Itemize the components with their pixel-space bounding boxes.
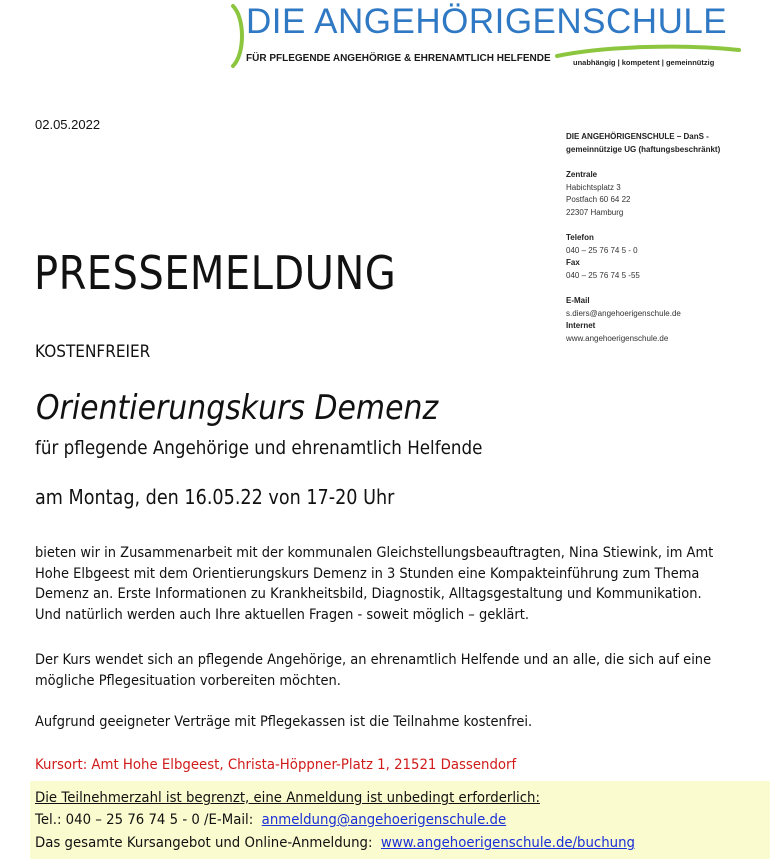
internet-label: Internet (566, 321, 596, 330)
course-subtitle: für pflegende Angehörige und ehrenamtlich Helfende (35, 437, 483, 459)
course-title: Orientierungskurs Demenz (36, 388, 439, 428)
paragraph-line: Der Kurs wendet sich an pflegende Angehörige, an ehrenamtlich Helfende und an alle, die sich auf eine (35, 652, 712, 668)
paragraph-line: Demenz an. Erste Informationen zu Krankheitsbild, Diagnostik, Alltagsgestaltung und Kommunikation. (35, 586, 702, 602)
registration-contact-line (35, 812, 506, 828)
body-paragraph-3 (35, 712, 775, 733)
body-paragraph-1 (35, 543, 775, 625)
address-line: 22307 Hamburg (566, 207, 624, 217)
email-value: s.diers@angehoerigenschule.de (566, 308, 681, 318)
fax-label: Fax (566, 258, 580, 267)
press-date: 02.05.2022 (35, 117, 101, 132)
telefon-value: 040 – 25 76 74 5 - 0 (566, 245, 638, 255)
kicker-text: KOSTENFREIER (35, 342, 151, 362)
registration-box (30, 781, 770, 859)
course-location: Kursort: Amt Hohe Elbgeest, Christa-Höppner-Platz 1, 21521 Dassendorf (35, 757, 517, 773)
registration-notice: Die Teilnehmerzahl ist begrenzt, eine Anmeldung ist unbedingt erforderlich: (35, 790, 540, 806)
body-paragraph-2 (35, 650, 775, 691)
logo-title: DIE ANGEHÖRIGENSCHULE (246, 2, 728, 41)
internet-value: www.angehoerigenschule.de (566, 333, 669, 343)
logo-subtitle: FÜR PFLEGENDE ANGEHÖRIGE & EHRENAMTLICH HELFENDE (246, 53, 551, 64)
course-date: am Montag, den 16.05.22 von 17-20 Uhr (35, 485, 395, 509)
zentrale-label: Zentrale (566, 170, 598, 179)
paragraph-line: bieten wir in Zusammenarbeit mit der kommunalen Gleichstellungsbeauftragten, Nina Stiewink, im Amt (35, 545, 714, 561)
page-title: PRESSEMELDUNG (34, 246, 397, 300)
registration-online-line (35, 835, 635, 851)
logo-tagline: unabhängig | kompetent | gemeinnützig (573, 58, 715, 67)
org-name-line1: DIE ANGEHÖRIGENSCHULE – DanS - (566, 132, 709, 141)
address-line: Postfach 60 64 22 (566, 195, 631, 204)
registration-online-label: Das gesamte Kursangebot und Online-Anmeldung: (35, 835, 373, 851)
contact-sidebar (566, 131, 766, 345)
email-label: E-Mail (566, 296, 590, 305)
paragraph-line: Hohe Elbgeest mit dem Orientierungskurs Demenz in 3 Stunden eine Kompakteinführung zum Thema (35, 565, 700, 582)
logo-swoosh-graphic (555, 44, 741, 58)
paragraph-line: Aufgrund geeigneter Verträge mit Pflegekassen ist die Teilnahme kostenfrei. (35, 714, 533, 730)
paragraph-line: mögliche Pflegesituation vorbereiten möchten. (35, 672, 341, 689)
paragraph-line: Und natürlich werden auch Ihre aktuellen Fragen - soweit möglich – geklärt. (35, 606, 529, 623)
address-line: Habichtsplatz 3 (566, 182, 621, 192)
fax-value: 040 – 25 76 74 5 -55 (566, 270, 640, 280)
registration-email-link[interactable]: anmeldung@angehoerigenschule.de (261, 812, 507, 828)
registration-tel-label: Tel.: 040 – 25 76 74 5 - 0 /E-Mail: (35, 812, 254, 828)
registration-online-link[interactable]: www.angehoerigenschule.de/buchung (380, 835, 635, 851)
telefon-label: Telefon (566, 233, 594, 242)
org-name-line2: gemeinnützige UG (haftungsbeschränkt) (566, 144, 721, 154)
